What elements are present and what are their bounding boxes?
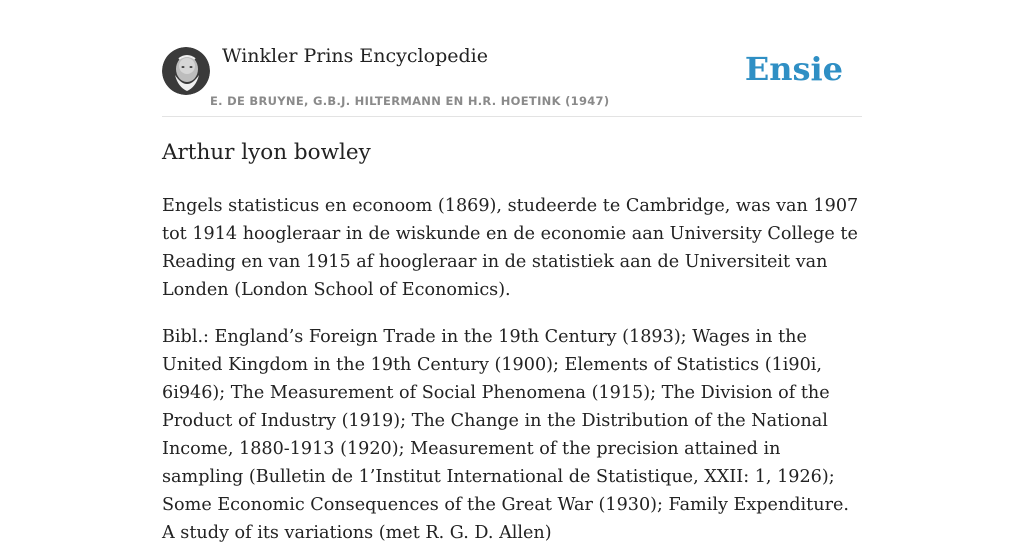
ensie-logo-link[interactable]: Ensie bbox=[744, 50, 843, 88]
portrait-photo-icon bbox=[162, 47, 210, 95]
source-title[interactable]: Winkler Prins Encyclopedie bbox=[222, 45, 488, 67]
source-avatar[interactable] bbox=[162, 47, 210, 95]
entry-paragraph: Engels statisticus en econoom (1869), studeerde te Cambridge, was van 1907 tot 1914 hoogleraar in de wiskunde en de economie aan University College te Reading en van 1915 af hoogleraar in de statistiek aan de Universiteit van Londen (London School of Economics). bbox=[162, 196, 859, 300]
source-header bbox=[162, 0, 862, 117]
source-authors: E. DE BRUYNE, G.B.J. HILTERMANN EN H.R. HOETINK (1947) bbox=[210, 94, 610, 108]
entry-paragraph: Bibl.: England’s Foreign Trade in the 19th Century (1893); Wages in the United Kingdom in the 19th Century (1900); Elements of Statistics (1i90i, 6i946); The Measurement of Social Phenomena (1915); The Division of the Product of Industry (1919); The Change in the Distribution of the National Income, 1880-1913 (1920); Measurement of the precision attained in sampling (Bulletin de 1’Institut International de Statistique, XXII: 1, 1926); Some Economic Consequences of the Great War (1930); Family Expenditure. A study of its variations (met R. G. D. Allen) bbox=[162, 327, 849, 543]
page bbox=[162, 0, 862, 543]
page-title: Arthur lyon bowley bbox=[162, 140, 371, 165]
